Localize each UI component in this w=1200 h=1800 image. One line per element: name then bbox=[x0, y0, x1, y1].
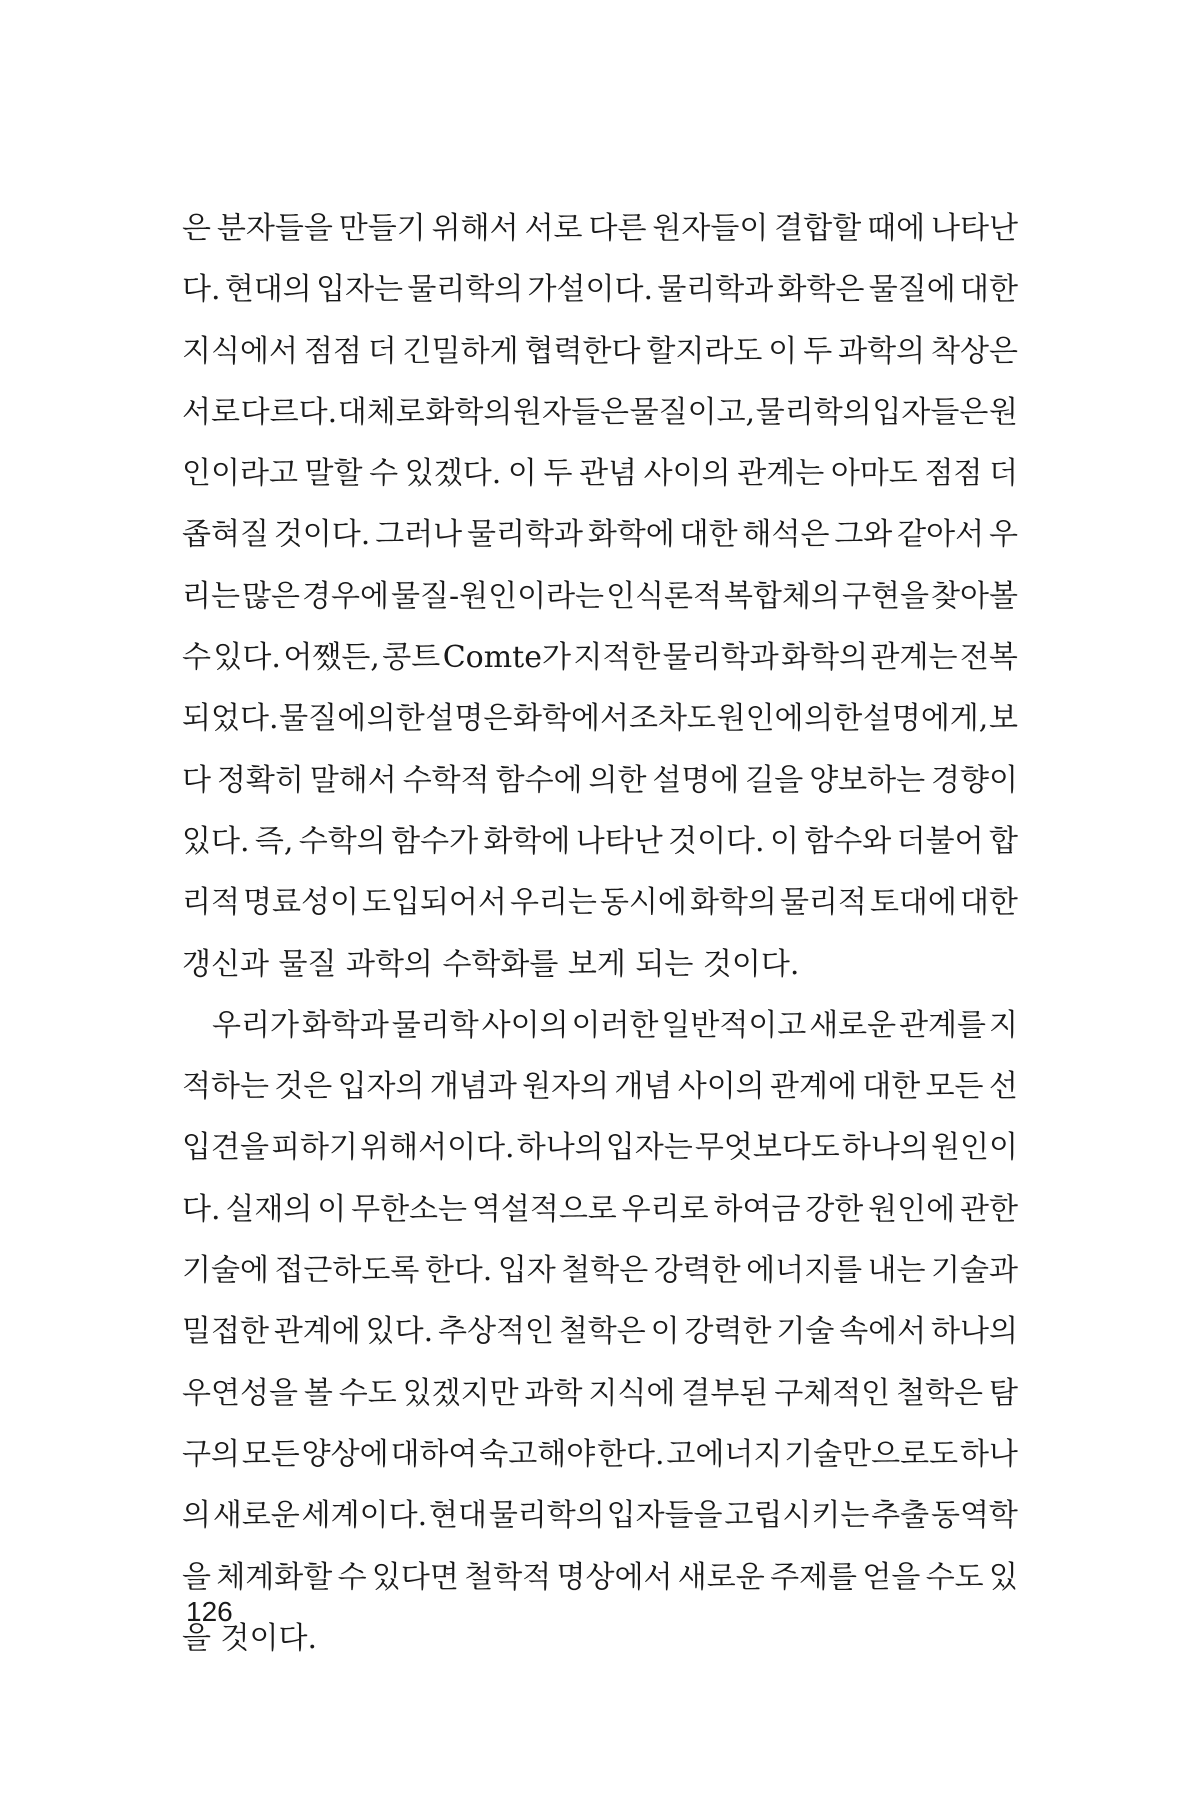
text-line: 입견을 피하기 위해서이다. 하나의 입자는 무엇보다도 하나의 원인이 bbox=[182, 1130, 1018, 1166]
text-line: 되었다. 물질에 의한 설명은 화학에서조차도 원인에 의한 설명에게, 보 bbox=[182, 701, 1018, 737]
text-line: 좁혀질 것이다. 그러나 물리학과 화학에 대한 해석은 그와 같아서 우 bbox=[182, 517, 1018, 553]
text-line: 구의 모든 양상에 대하여 숙고해야 한다. 고에너지 기술만으로도 하나 bbox=[182, 1436, 1018, 1472]
text-line: 다. 실재의 이 무한소는 역설적으로 우리로 하여금 강한 원인에 관한 bbox=[182, 1191, 1018, 1227]
text-line: 있다. 즉, 수학의 함수가 화학에 나타난 것이다. 이 함수와 더불어 합 bbox=[182, 823, 1018, 859]
body-text bbox=[182, 198, 1018, 1669]
text-line: 갱신과 물질 과학의 수학화를 보게 되는 것이다. bbox=[182, 946, 800, 982]
text-line: 서로 다르다. 대체로 화학의 원자들은 물질이고, 물리학의 입자들은 원 bbox=[182, 394, 1018, 430]
text-line: 을 것이다. bbox=[182, 1620, 317, 1656]
text-line: 다. 현대의 입자는 물리학의 가설이다. 물리학과 화학은 물질에 대한 bbox=[182, 272, 1018, 308]
text-line: 다 정확히 말해서 수학적 함수에 의한 설명에 길을 양보하는 경향이 bbox=[182, 762, 1018, 798]
text-line: 기술에 접근하도록 한다. 입자 철학은 강력한 에너지를 내는 기술과 bbox=[182, 1253, 1018, 1289]
text-line: 리는 많은 경우에 물질-원인이라는 인식론적 복합체의 구현을 찾아볼 bbox=[182, 578, 1018, 614]
paragraph bbox=[182, 995, 1018, 1669]
text-line: 적하는 것은 입자의 개념과 원자의 개념 사이의 관계에 대한 모든 선 bbox=[182, 1069, 1018, 1105]
text-line: 우연성을 볼 수도 있겠지만 과학 지식에 결부된 구체적인 철학은 탐 bbox=[182, 1375, 1018, 1411]
page-number: 126 bbox=[186, 1596, 233, 1627]
text-line: 은 분자들을 만들기 위해서 서로 다른 원자들이 결합할 때에 나타난 bbox=[182, 211, 1018, 246]
text-line: 리적 명료성이 도입되어서 우리는 동시에 화학의 물리적 토대에 대한 bbox=[182, 885, 1018, 921]
text-line: 밀접한 관계에 있다. 추상적인 철학은 이 강력한 기술 속에서 하나의 bbox=[182, 1314, 1018, 1350]
text-line: 을 체계화할 수 있다면 철학적 명상에서 새로운 주제를 얻을 수도 있 bbox=[182, 1559, 1018, 1595]
text-line: 지식에서 점점 더 긴밀하게 협력한다 할지라도 이 두 과학의 착상은 bbox=[182, 333, 1018, 369]
text-line: 인이라고 말할 수 있겠다. 이 두 관념 사이의 관계는 아마도 점점 더 bbox=[182, 456, 1018, 492]
text-line: 의 새로운 세계이다. 현대 물리학의 입자들을 고립시키는 추출 동역학 bbox=[182, 1498, 1018, 1534]
text-line: 수 있다. 어쨌든, 콩트 Comte가 지적한 물리학과 화학의 관계는 전복 bbox=[182, 640, 1018, 676]
paragraph bbox=[182, 198, 1018, 995]
text-line: 우리가 화학과 물리학 사이의 이러한 일반적이고 새로운 관계를 지 bbox=[212, 1007, 1018, 1043]
